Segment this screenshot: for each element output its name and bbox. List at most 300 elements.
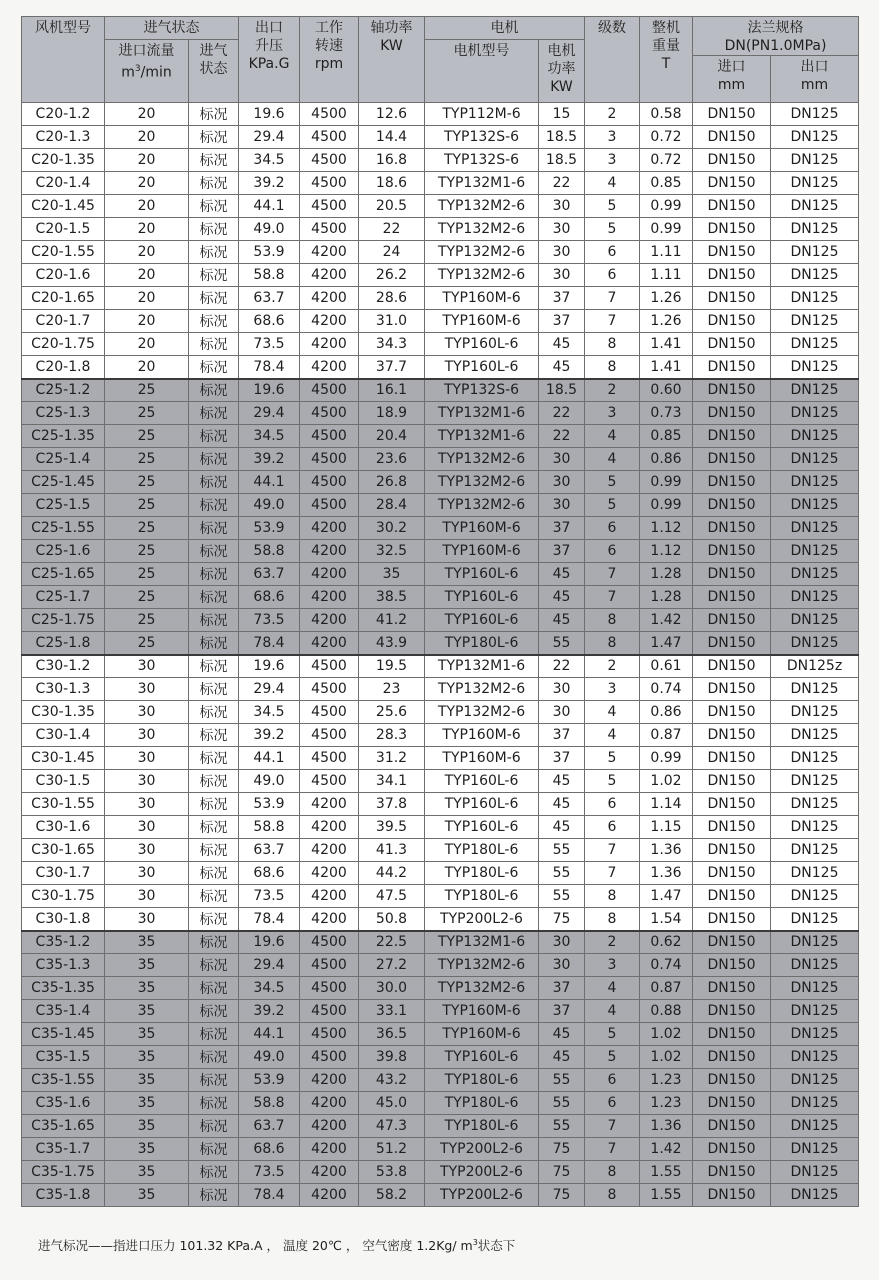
cell-pressure: 78.4 [239, 1184, 300, 1207]
col-header-weight: 整机 重量 T [640, 17, 693, 103]
cell-flange-inlet: DN150 [693, 471, 771, 494]
cell-model: C20-1.6 [22, 264, 105, 287]
cell-stages: 5 [585, 770, 640, 793]
cell-motor-power: 45 [539, 563, 585, 586]
cell-inlet-condition: 标况 [189, 563, 239, 586]
cell-motor-power: 22 [539, 172, 585, 195]
cell-model: C30-1.2 [22, 655, 105, 678]
cell-stages: 7 [585, 862, 640, 885]
cell-motor-model: TYP180L-6 [425, 1092, 539, 1115]
cell-model: C30-1.5 [22, 770, 105, 793]
cell-speed: 4500 [300, 655, 359, 678]
cell-motor-power: 30 [539, 701, 585, 724]
cell-motor-power: 30 [539, 448, 585, 471]
cell-motor-model: TYP132M2-6 [425, 701, 539, 724]
cell-inlet-condition: 标况 [189, 264, 239, 287]
cell-pressure: 78.4 [239, 356, 300, 379]
table-body [22, 103, 859, 1207]
col-header-motor-group: 电机 [425, 17, 585, 40]
cell-flange-inlet: DN150 [693, 517, 771, 540]
cell-inlet-condition: 标况 [189, 494, 239, 517]
cell-shaft-power: 20.4 [359, 425, 425, 448]
cell-weight: 0.99 [640, 195, 693, 218]
cell-model: C25-1.2 [22, 379, 105, 402]
cell-weight: 1.36 [640, 1115, 693, 1138]
cell-inlet-condition: 标况 [189, 1023, 239, 1046]
cell-speed: 4200 [300, 1161, 359, 1184]
cell-stages: 2 [585, 103, 640, 126]
cell-shaft-power: 14.4 [359, 126, 425, 149]
cell-flange-outlet: DN125 [771, 1184, 859, 1207]
cell-flange-outlet: DN125 [771, 1023, 859, 1046]
cell-model: C30-1.35 [22, 701, 105, 724]
cell-inlet-condition: 标况 [189, 1000, 239, 1023]
table-row [22, 1184, 859, 1207]
cell-flange-outlet: DN125 [771, 425, 859, 448]
cell-motor-power: 30 [539, 494, 585, 517]
cell-flange-inlet: DN150 [693, 356, 771, 379]
cell-flange-inlet: DN150 [693, 195, 771, 218]
cell-pressure: 44.1 [239, 747, 300, 770]
cell-pressure: 63.7 [239, 839, 300, 862]
cell-speed: 4200 [300, 264, 359, 287]
cell-model: C25-1.8 [22, 632, 105, 655]
cell-shaft-power: 31.2 [359, 747, 425, 770]
cell-speed: 4500 [300, 931, 359, 954]
cell-stages: 4 [585, 701, 640, 724]
cell-motor-power: 37 [539, 1000, 585, 1023]
cell-weight: 0.99 [640, 471, 693, 494]
cell-inlet-condition: 标况 [189, 609, 239, 632]
cell-stages: 8 [585, 356, 640, 379]
table-row [22, 586, 859, 609]
cell-stages: 7 [585, 563, 640, 586]
cell-motor-power: 30 [539, 471, 585, 494]
cell-speed: 4500 [300, 379, 359, 402]
cell-speed: 4200 [300, 241, 359, 264]
table-row [22, 1000, 859, 1023]
cell-motor-power: 30 [539, 195, 585, 218]
table-row [22, 448, 859, 471]
cell-speed: 4200 [300, 793, 359, 816]
cell-weight: 0.61 [640, 655, 693, 678]
cell-inlet-flow: 30 [105, 770, 189, 793]
cell-flange-outlet: DN125 [771, 770, 859, 793]
cell-stages: 6 [585, 1069, 640, 1092]
cell-flange-outlet: DN125 [771, 402, 859, 425]
cell-weight: 1.26 [640, 310, 693, 333]
col-header-motor-model: 电机型号 [425, 40, 539, 103]
cell-inlet-flow: 30 [105, 816, 189, 839]
cell-flange-outlet: DN125 [771, 126, 859, 149]
cell-motor-model: TYP132M2-6 [425, 471, 539, 494]
cell-speed: 4500 [300, 172, 359, 195]
cell-flange-outlet: DN125 [771, 356, 859, 379]
cell-inlet-flow: 35 [105, 1046, 189, 1069]
cell-motor-model: TYP160L-6 [425, 333, 539, 356]
cell-model: C25-1.45 [22, 471, 105, 494]
cell-motor-power: 30 [539, 954, 585, 977]
cell-pressure: 39.2 [239, 1000, 300, 1023]
cell-pressure: 58.8 [239, 816, 300, 839]
cell-shaft-power: 16.1 [359, 379, 425, 402]
cell-motor-model: TYP160M-6 [425, 1023, 539, 1046]
cell-inlet-flow: 20 [105, 310, 189, 333]
cell-inlet-flow: 20 [105, 264, 189, 287]
cell-shaft-power: 18.6 [359, 172, 425, 195]
cell-motor-model: TYP160L-6 [425, 586, 539, 609]
cell-stages: 6 [585, 816, 640, 839]
cell-speed: 4500 [300, 678, 359, 701]
cell-pressure: 49.0 [239, 494, 300, 517]
cell-speed: 4200 [300, 563, 359, 586]
cell-motor-power: 55 [539, 632, 585, 655]
cell-motor-power: 55 [539, 1092, 585, 1115]
cell-speed: 4200 [300, 1115, 359, 1138]
cell-weight: 1.02 [640, 1023, 693, 1046]
cell-weight: 0.99 [640, 494, 693, 517]
cell-flange-inlet: DN150 [693, 655, 771, 678]
col-header-flange-inlet: 进口 mm [693, 56, 771, 103]
table-row [22, 517, 859, 540]
cell-stages: 5 [585, 1023, 640, 1046]
table-row [22, 126, 859, 149]
cell-model: C20-1.7 [22, 310, 105, 333]
table-row [22, 287, 859, 310]
cell-stages: 3 [585, 126, 640, 149]
cell-motor-power: 37 [539, 724, 585, 747]
cell-pressure: 73.5 [239, 609, 300, 632]
cell-weight: 0.74 [640, 954, 693, 977]
cell-inlet-condition: 标况 [189, 172, 239, 195]
cell-speed: 4200 [300, 356, 359, 379]
cell-inlet-flow: 20 [105, 333, 189, 356]
cell-speed: 4500 [300, 724, 359, 747]
cell-model: C30-1.55 [22, 793, 105, 816]
cell-inlet-condition: 标况 [189, 425, 239, 448]
cell-inlet-flow: 25 [105, 540, 189, 563]
cell-inlet-flow: 35 [105, 1092, 189, 1115]
cell-model: C35-1.6 [22, 1092, 105, 1115]
cell-inlet-flow: 35 [105, 931, 189, 954]
cell-inlet-condition: 标况 [189, 862, 239, 885]
cell-pressure: 58.8 [239, 540, 300, 563]
cell-stages: 6 [585, 793, 640, 816]
cell-model: C20-1.5 [22, 218, 105, 241]
cell-motor-model: TYP132S-6 [425, 379, 539, 402]
cell-inlet-flow: 20 [105, 149, 189, 172]
cell-inlet-flow: 25 [105, 517, 189, 540]
cell-flange-inlet: DN150 [693, 908, 771, 931]
cell-inlet-flow: 25 [105, 609, 189, 632]
cell-weight: 0.58 [640, 103, 693, 126]
cell-shaft-power: 35 [359, 563, 425, 586]
cell-weight: 1.41 [640, 356, 693, 379]
cell-motor-power: 75 [539, 1138, 585, 1161]
cell-speed: 4200 [300, 517, 359, 540]
cell-pressure: 68.6 [239, 586, 300, 609]
cell-speed: 4500 [300, 494, 359, 517]
cell-motor-model: TYP160L-6 [425, 356, 539, 379]
cell-inlet-flow: 25 [105, 586, 189, 609]
cell-flange-inlet: DN150 [693, 724, 771, 747]
cell-flange-outlet: DN125 [771, 632, 859, 655]
cell-flange-inlet: DN150 [693, 1161, 771, 1184]
cell-motor-model: TYP160M-6 [425, 540, 539, 563]
cell-pressure: 29.4 [239, 954, 300, 977]
cell-shaft-power: 23 [359, 678, 425, 701]
cell-motor-model: TYP160L-6 [425, 770, 539, 793]
cell-pressure: 34.5 [239, 425, 300, 448]
col-header-flange: 法兰规格 DN(PN1.0MPa) [693, 17, 859, 56]
cell-inlet-condition: 标况 [189, 586, 239, 609]
cell-motor-model: TYP112M-6 [425, 103, 539, 126]
cell-pressure: 39.2 [239, 724, 300, 747]
cell-inlet-flow: 20 [105, 195, 189, 218]
cell-flange-outlet: DN125 [771, 379, 859, 402]
cell-motor-model: TYP132S-6 [425, 126, 539, 149]
cell-weight: 1.11 [640, 241, 693, 264]
cell-stages: 5 [585, 1046, 640, 1069]
cell-speed: 4200 [300, 908, 359, 931]
table-row [22, 563, 859, 586]
cell-weight: 1.42 [640, 609, 693, 632]
cell-inlet-condition: 标况 [189, 1161, 239, 1184]
cell-weight: 1.41 [640, 333, 693, 356]
cell-flange-inlet: DN150 [693, 632, 771, 655]
cell-model: C20-1.8 [22, 356, 105, 379]
cell-weight: 1.36 [640, 839, 693, 862]
cell-model: C30-1.8 [22, 908, 105, 931]
cell-pressure: 29.4 [239, 126, 300, 149]
cell-motor-power: 22 [539, 655, 585, 678]
cell-model: C25-1.5 [22, 494, 105, 517]
cell-shaft-power: 50.8 [359, 908, 425, 931]
cell-flange-inlet: DN150 [693, 1115, 771, 1138]
cell-shaft-power: 18.9 [359, 402, 425, 425]
cell-inlet-condition: 标况 [189, 1092, 239, 1115]
cell-flange-outlet: DN125 [771, 563, 859, 586]
cell-stages: 8 [585, 632, 640, 655]
cell-stages: 6 [585, 517, 640, 540]
cell-model: C25-1.35 [22, 425, 105, 448]
cell-motor-power: 30 [539, 241, 585, 264]
cell-pressure: 49.0 [239, 218, 300, 241]
cell-flange-inlet: DN150 [693, 862, 771, 885]
cell-stages: 3 [585, 149, 640, 172]
cell-weight: 1.26 [640, 287, 693, 310]
cell-weight: 1.02 [640, 770, 693, 793]
cell-speed: 4500 [300, 977, 359, 1000]
cell-model: C25-1.4 [22, 448, 105, 471]
cell-weight: 0.86 [640, 701, 693, 724]
cell-shaft-power: 28.6 [359, 287, 425, 310]
cell-motor-power: 45 [539, 1023, 585, 1046]
cell-weight: 1.12 [640, 540, 693, 563]
cell-stages: 8 [585, 908, 640, 931]
cell-inlet-flow: 25 [105, 448, 189, 471]
cell-inlet-condition: 标况 [189, 218, 239, 241]
col-header-inlet-condition: 进气 状态 [189, 40, 239, 103]
col-header-flange-outlet: 出口 mm [771, 56, 859, 103]
cell-motor-power: 30 [539, 264, 585, 287]
cell-flange-inlet: DN150 [693, 977, 771, 1000]
cell-stages: 4 [585, 172, 640, 195]
cell-stages: 4 [585, 1000, 640, 1023]
cell-motor-model: TYP132S-6 [425, 149, 539, 172]
cell-inlet-condition: 标况 [189, 747, 239, 770]
cell-weight: 0.74 [640, 678, 693, 701]
cell-inlet-condition: 标况 [189, 977, 239, 1000]
cell-flange-inlet: DN150 [693, 1046, 771, 1069]
cell-inlet-flow: 30 [105, 747, 189, 770]
cell-inlet-flow: 25 [105, 563, 189, 586]
cell-flange-inlet: DN150 [693, 1000, 771, 1023]
cell-model: C35-1.3 [22, 954, 105, 977]
cell-inlet-flow: 35 [105, 1184, 189, 1207]
cell-pressure: 63.7 [239, 563, 300, 586]
cell-stages: 5 [585, 195, 640, 218]
cell-motor-model: TYP132M2-6 [425, 954, 539, 977]
cell-inlet-flow: 30 [105, 701, 189, 724]
cell-weight: 1.23 [640, 1069, 693, 1092]
cell-model: C35-1.35 [22, 977, 105, 1000]
cell-flange-inlet: DN150 [693, 1023, 771, 1046]
cell-stages: 7 [585, 287, 640, 310]
table-row [22, 218, 859, 241]
cell-inlet-condition: 标况 [189, 126, 239, 149]
cell-inlet-condition: 标况 [189, 885, 239, 908]
cell-pressure: 63.7 [239, 287, 300, 310]
cell-motor-model: TYP160M-6 [425, 724, 539, 747]
cell-shaft-power: 22 [359, 218, 425, 241]
cell-motor-model: TYP132M2-6 [425, 678, 539, 701]
cell-weight: 0.85 [640, 425, 693, 448]
cell-speed: 4200 [300, 632, 359, 655]
cell-pressure: 19.6 [239, 103, 300, 126]
cell-flange-inlet: DN150 [693, 747, 771, 770]
cell-pressure: 53.9 [239, 793, 300, 816]
cell-flange-inlet: DN150 [693, 241, 771, 264]
cell-motor-power: 75 [539, 908, 585, 931]
cell-stages: 5 [585, 747, 640, 770]
table-row [22, 333, 859, 356]
cell-flange-inlet: DN150 [693, 609, 771, 632]
cell-flange-inlet: DN150 [693, 402, 771, 425]
cell-model: C35-1.75 [22, 1161, 105, 1184]
cell-inlet-flow: 35 [105, 1023, 189, 1046]
cell-shaft-power: 28.3 [359, 724, 425, 747]
cell-flange-outlet: DN125 [771, 471, 859, 494]
cell-stages: 6 [585, 264, 640, 287]
cell-motor-model: TYP132M1-6 [425, 402, 539, 425]
cell-inlet-condition: 标况 [189, 287, 239, 310]
cell-pressure: 58.8 [239, 1092, 300, 1115]
cell-weight: 1.12 [640, 517, 693, 540]
cell-model: C30-1.45 [22, 747, 105, 770]
cell-motor-power: 37 [539, 517, 585, 540]
cell-speed: 4500 [300, 103, 359, 126]
cell-motor-model: TYP132M1-6 [425, 425, 539, 448]
cell-flange-inlet: DN150 [693, 103, 771, 126]
cell-inlet-flow: 25 [105, 425, 189, 448]
cell-shaft-power: 39.8 [359, 1046, 425, 1069]
cell-pressure: 29.4 [239, 678, 300, 701]
cell-pressure: 68.6 [239, 862, 300, 885]
cell-inlet-condition: 标况 [189, 954, 239, 977]
cell-pressure: 63.7 [239, 1115, 300, 1138]
cell-inlet-flow: 20 [105, 103, 189, 126]
cell-pressure: 73.5 [239, 333, 300, 356]
cell-model: C25-1.6 [22, 540, 105, 563]
cell-flange-inlet: DN150 [693, 218, 771, 241]
cell-inlet-flow: 30 [105, 839, 189, 862]
table-row [22, 1092, 859, 1115]
cell-flange-outlet: DN125 [771, 793, 859, 816]
cell-model: C35-1.7 [22, 1138, 105, 1161]
cell-speed: 4200 [300, 1092, 359, 1115]
table-row [22, 494, 859, 517]
cell-flange-inlet: DN150 [693, 839, 771, 862]
cell-flange-outlet: DN125 [771, 310, 859, 333]
cell-flange-outlet: DN125 [771, 701, 859, 724]
cell-shaft-power: 53.8 [359, 1161, 425, 1184]
cell-shaft-power: 30.2 [359, 517, 425, 540]
cell-flange-inlet: DN150 [693, 793, 771, 816]
table-row [22, 724, 859, 747]
cell-model: C25-1.55 [22, 517, 105, 540]
cell-motor-power: 75 [539, 1161, 585, 1184]
cell-pressure: 73.5 [239, 885, 300, 908]
cell-inlet-flow: 30 [105, 908, 189, 931]
cell-flange-outlet: DN125 [771, 195, 859, 218]
cell-inlet-flow: 35 [105, 1000, 189, 1023]
cell-flange-inlet: DN150 [693, 494, 771, 517]
cell-motor-model: TYP160L-6 [425, 563, 539, 586]
cell-pressure: 68.6 [239, 310, 300, 333]
cell-flange-inlet: DN150 [693, 701, 771, 724]
cell-inlet-condition: 标况 [189, 816, 239, 839]
cell-inlet-condition: 标况 [189, 701, 239, 724]
cell-flange-outlet: DN125z [771, 655, 859, 678]
cell-shaft-power: 31.0 [359, 310, 425, 333]
cell-flange-inlet: DN150 [693, 126, 771, 149]
cell-speed: 4500 [300, 770, 359, 793]
cell-inlet-flow: 25 [105, 471, 189, 494]
cell-flange-outlet: DN125 [771, 172, 859, 195]
cell-pressure: 73.5 [239, 1161, 300, 1184]
cell-weight: 0.87 [640, 977, 693, 1000]
cell-inlet-condition: 标况 [189, 678, 239, 701]
cell-shaft-power: 39.5 [359, 816, 425, 839]
cell-weight: 1.55 [640, 1161, 693, 1184]
cell-model: C25-1.65 [22, 563, 105, 586]
cell-flange-inlet: DN150 [693, 333, 771, 356]
cell-flange-outlet: DN125 [771, 1069, 859, 1092]
table-row [22, 356, 859, 379]
cell-weight: 1.28 [640, 563, 693, 586]
cell-speed: 4500 [300, 448, 359, 471]
cell-flange-inlet: DN150 [693, 954, 771, 977]
cell-weight: 1.14 [640, 793, 693, 816]
cell-inlet-flow: 35 [105, 1161, 189, 1184]
cell-model: C35-1.45 [22, 1023, 105, 1046]
cell-pressure: 34.5 [239, 977, 300, 1000]
cell-inlet-condition: 标况 [189, 402, 239, 425]
cell-motor-power: 30 [539, 678, 585, 701]
cell-speed: 4500 [300, 1046, 359, 1069]
cell-flange-outlet: DN125 [771, 448, 859, 471]
